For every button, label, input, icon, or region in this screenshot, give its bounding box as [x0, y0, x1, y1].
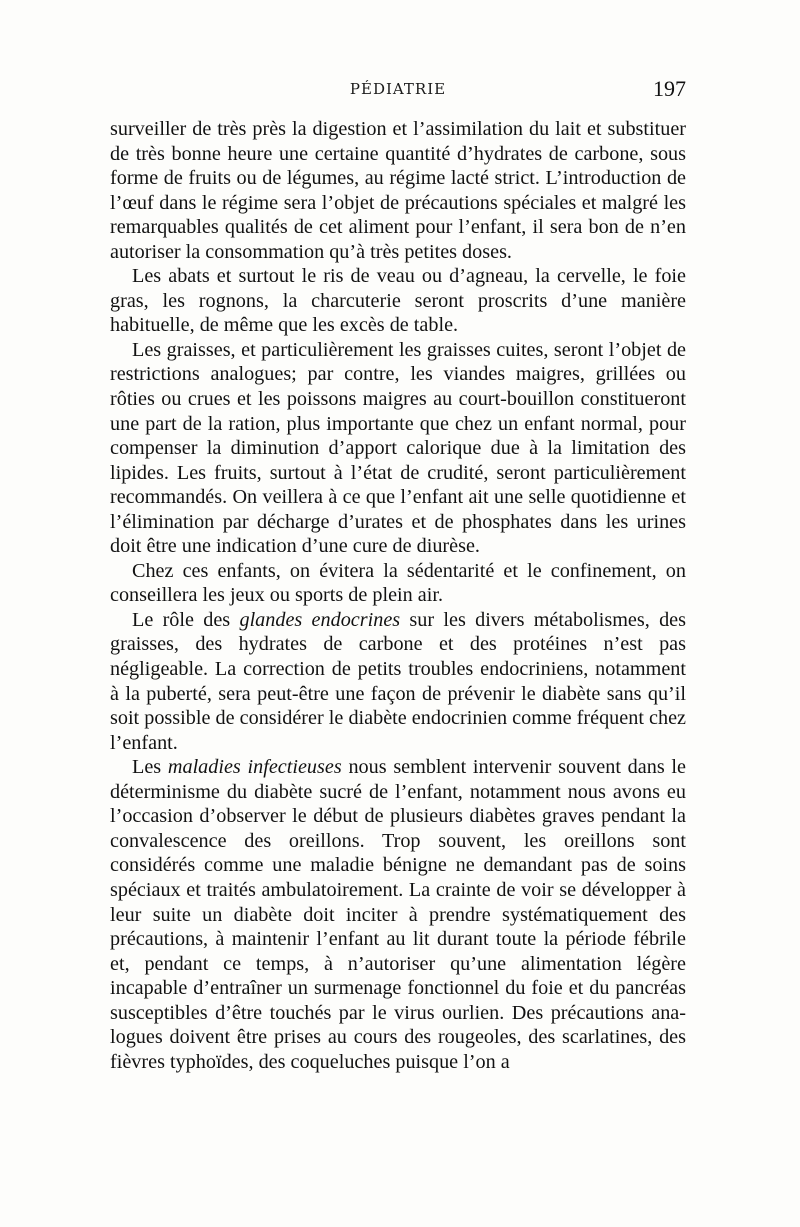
paragraph-text: sur les divers métabolismes, des graisses, des hydrates de carbone et des protéines n’est pas négligeable. La correction de petits troubles endocriniens, notamment à la puberté, sera peut-être une façon de prévenir le diabète sans qu’il soit possible de considérer le diabète endocrinien comme fréquent chez l’enfant. [110, 608, 686, 754]
paragraph [110, 755, 686, 1074]
paragraph [110, 264, 686, 338]
page-number: 197 [653, 76, 686, 101]
paragraph-text: Chez ces enfants, on évitera la sédentarité et le confinement, on conseillera les jeux ou sports de plein air. [110, 559, 686, 607]
paragraph-text: Les abats et surtout le ris de veau ou d’agneau, la cervelle, le foie gras, les rognons, la charcuterie seront proscrits d’une manière habituelle, de même que les excès de table. [110, 265, 686, 337]
running-head: PÉDIATRIE [349, 80, 447, 98]
paragraph-text: nous semblent intervenir souvent dans le déterminisme du diabète sucré de l’enfant, notamment nous avons eu l’occasion d’observer le début de plusieurs diabètes graves pendant la convalescence des oreillons. Trop souvent, les oreillons sont considérés comme une maladie bénigne ne demandant pas de soins spéciaux et traités ambulatoirement. La crainte de voir se développer à leur suite un diabète doit inciter à prendre systématiquement des précautions, à maintenir l’enfant au lit durant toute la période fébrile et, pendant ce temps, à n’autoriser qu’une alimentation légère incapable d’entraîner un surmenage fonctionnel du foie et du pancréas susceptibles d’être touchés par le virus ourlien. Des précautions analogues doivent être prises au cours des rougeoles, des scarlatines, des fièvres typhoïdes, des coqueluches puisque l’on a [110, 756, 686, 1073]
italic-term: maladies infectieuses [167, 756, 342, 779]
paragraph [110, 559, 686, 608]
paragraph [110, 117, 686, 264]
paragraph-text: surveiller de très près la digestion et l’assimilation du lait et substituer de très bonne heure une certaine quantité d’hydrates de carbone, sous forme de fruits ou de légumes, au régime lacté strict. L’introduction de l’œuf dans le régime sera l’objet de précautions spéciales et malgré les remarquables qualités de cet aliment pour l’enfant, il sera bon de n’en autoriser la consommation qu’à très petites doses. [110, 118, 686, 263]
body-text [110, 117, 686, 1074]
paragraph [110, 608, 686, 755]
paragraph-text: Le rôle des [132, 608, 240, 631]
paragraph-text: Les [132, 756, 168, 779]
page-header [110, 76, 686, 106]
paragraph-text: Les graisses, et particulièrement les graisses cuites, seront l’objet de restrictions analogues; par contre, les viandes maigres, grillées ou rôties ou crues et les poissons maigres au court-bouillon constitueront une part de la ration, plus importante que chez un enfant normal, pour compenser la diminution d’apport calorique due à la limitation des lipides. Les fruits, surtout à l’état de crudité, seront particulièrement recommandés. On veillera à ce que l’enfant ait une selle quotidienne et l’élimination par décharge d’urates et de phosphates dans les urines doit être une indication d’une cure de diurèse. [110, 338, 686, 558]
paragraph [110, 338, 686, 559]
italic-term: glandes endocrines [239, 608, 401, 631]
